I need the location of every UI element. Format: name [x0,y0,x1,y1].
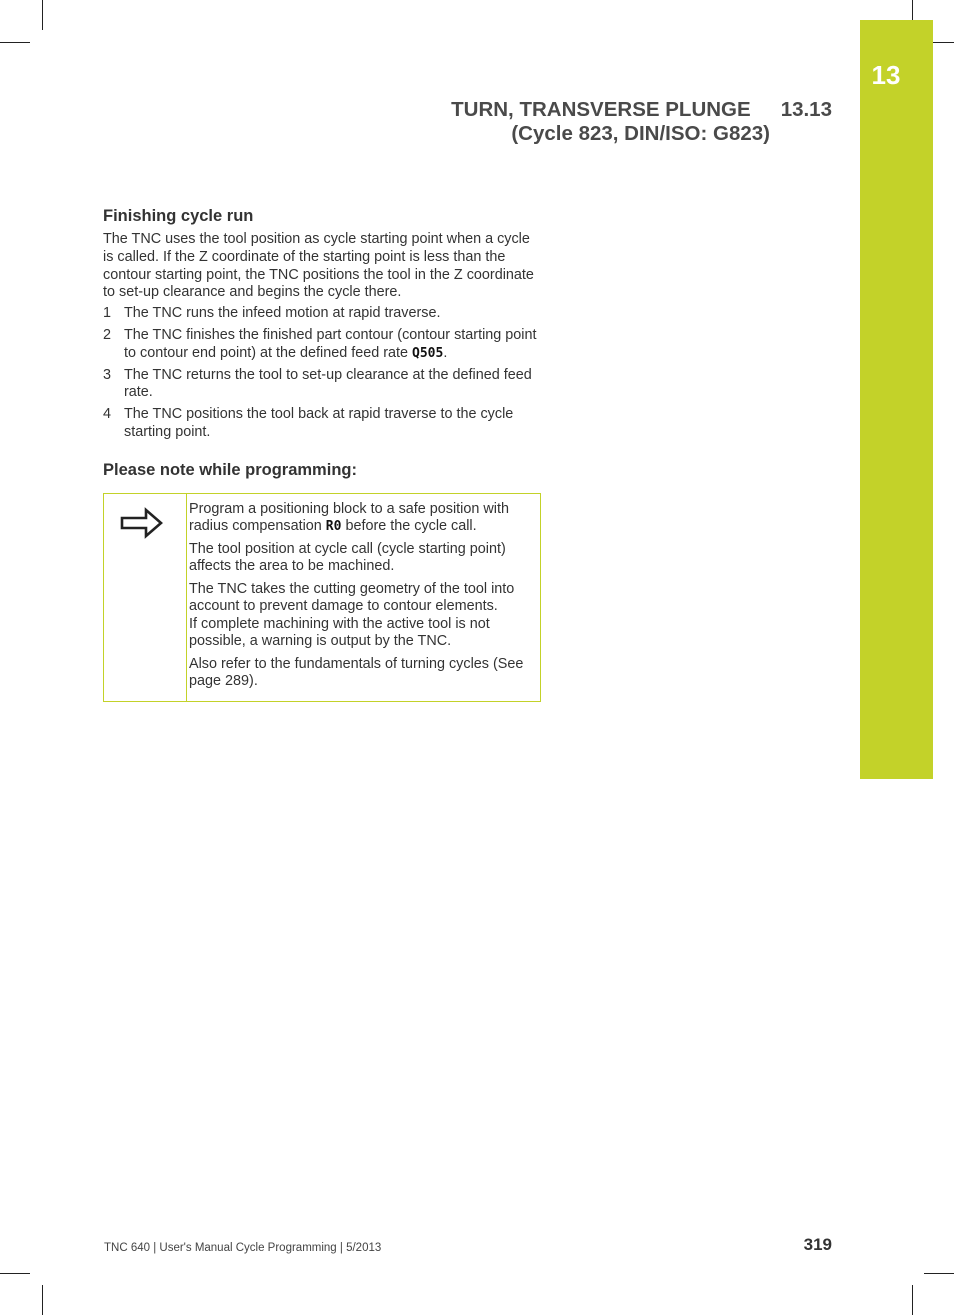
header-subtitle: (Cycle 823, DIN/ISO: G823) [511,122,770,145]
crop-mark [933,42,954,43]
note-box [103,493,541,702]
list-item [103,327,543,363]
note-icon-column [104,494,187,701]
code-r0: R0 [325,519,342,535]
note-paragraph: The tool position at cycle call (cycle starting point) affects the area to be machined. [189,540,506,575]
crop-mark [912,1285,913,1315]
section-heading-finishing: Finishing cycle run [103,207,254,225]
list-item [103,406,543,442]
step-text: The TNC positions the tool back at rapid traverse to the cycle starting point. [124,406,514,440]
chapter-number: 13 [871,60,901,90]
page-number: 319 [803,1235,832,1254]
crop-mark [912,0,913,20]
crop-mark [924,1273,954,1274]
step-text [124,327,543,363]
list-item [103,305,543,323]
step-text: The TNC returns the tool to set-up clearance at the defined feed rate. [124,366,532,401]
section-heading-note: Please note while programming: [103,460,357,479]
crop-mark [0,1273,30,1274]
header-line-1 [420,98,832,122]
main-content [103,205,543,702]
note-text: before the cycle call. [341,518,477,535]
finishing-intro: The TNC uses the tool position as cycle starting point when a cycle is called. If the Z coordinate of the starting point is less than the contour starting point, the TNC positions the tool in the Z coordinate to set-up clearance and begins the cycle there. [103,231,534,301]
crop-mark [42,1285,43,1315]
note-text-column [187,494,540,701]
section-number: 13.13 [780,98,832,121]
page-header [420,98,832,146]
step-list [103,305,543,442]
arrow-right-icon [104,504,186,544]
chapter-tab [860,20,933,779]
note-text: The TNC takes the cutting geometry of the tool into account to prevent damage to contour elements. [189,580,515,615]
code-q505: Q505 [412,345,444,361]
list-item [103,367,543,403]
step-text-part: The TNC finishes the finished part contour (contour starting point to contour end point) at the defined feed rate [124,326,537,361]
note-paragraph: Also refer to the fundamentals of turning cycles (See page 289). [189,655,524,690]
footer-text: TNC 640 | User's Manual Cycle Programming | 5/2013 [104,1242,382,1254]
note-text: If complete machining with the active tool is not possible, a warning is output by the TNC. [189,615,490,650]
note-text: Program a positioning block to a safe position with radius compensation [189,500,509,535]
step-number: 1 [103,305,112,322]
header-title: TURN, TRANSVERSE PLUNGE [451,98,751,121]
note-paragraph [189,581,532,651]
crop-mark [0,42,30,43]
step-text-part: . [443,344,448,361]
step-text: The TNC runs the infeed motion at rapid traverse. [124,305,441,322]
step-number: 4 [103,406,112,423]
step-number: 2 [103,326,112,343]
step-number: 3 [103,366,112,383]
note-paragraph [189,501,532,536]
crop-mark [42,0,43,30]
